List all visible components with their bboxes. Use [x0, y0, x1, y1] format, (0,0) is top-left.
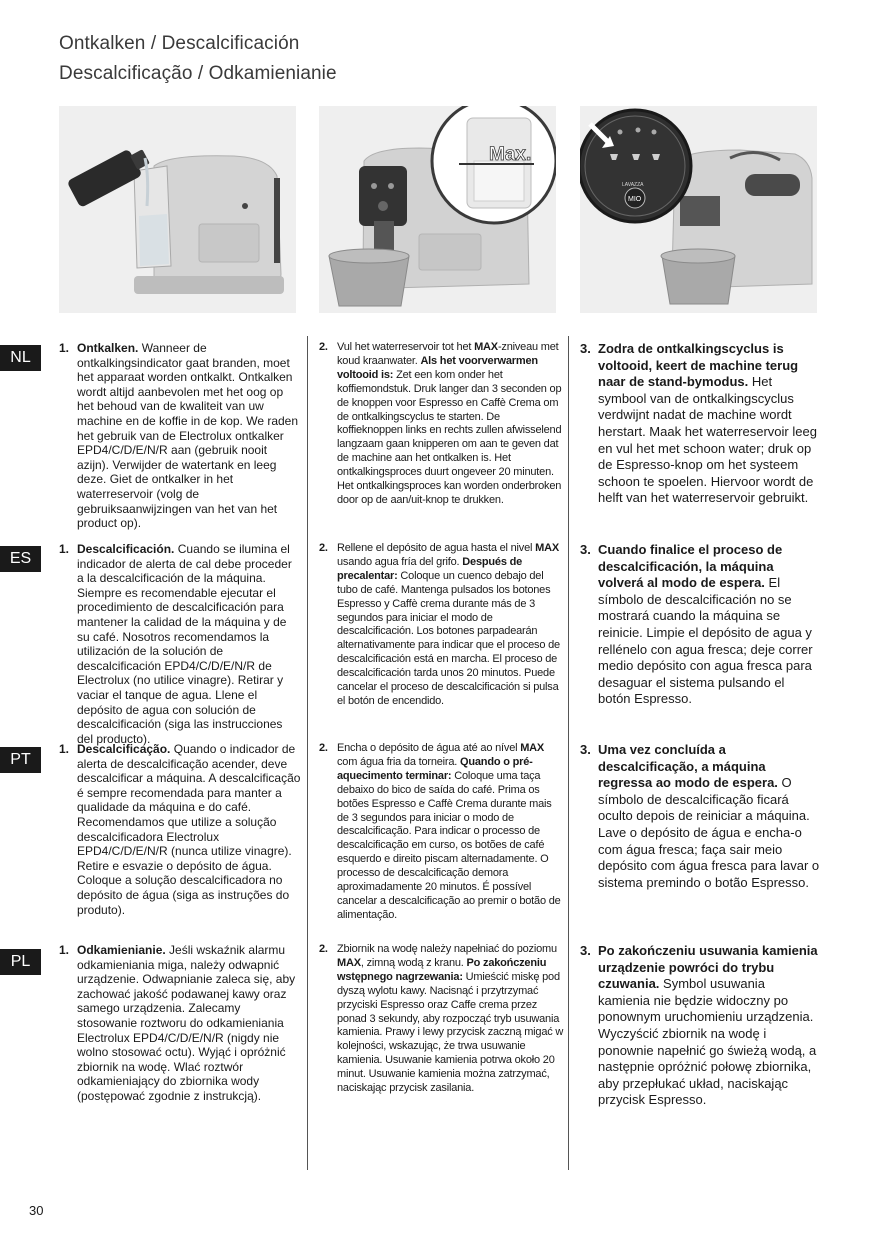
- step-body: Umieścić miskę pod dyszą wylotu kawy. Nacisnąć i przytrzymać przyciski Espresso oraz Caffe crema przez ponad 3 sekundy, aby rozpocząć tryb usuwania kamienia. Prawy i lewy przycisk zaczną migać w kolejności, wskazując, że trwa usuwanie kamienia. Usuwanie kamienia potrwa około 20 minut. Usuwanie kamienia można zatrzymać, naciskając przycisk zasilania.: [337, 970, 564, 1095]
- step-number: 3.: [580, 943, 591, 958]
- step-es-1: [59, 542, 301, 746]
- step-pt-3: [580, 742, 820, 891]
- step-pl-2: [319, 943, 565, 1096]
- step-nl-2: [319, 341, 565, 508]
- step-pt-1: [59, 742, 301, 917]
- step-pl-3: [580, 943, 820, 1109]
- step-intro: Rellene el depósito de agua hasta el nivel: [337, 542, 536, 554]
- step-number: 1.: [59, 943, 70, 957]
- step-title: Ontkalken.: [77, 341, 139, 355]
- logo-brand: LAVAZZA: [622, 182, 644, 188]
- photo-pour-descaler: [59, 106, 296, 313]
- step-intro-cont: com água fria da torneira.: [337, 755, 461, 768]
- step-title: Odkamienianie.: [77, 943, 166, 957]
- step-title: Descalcificação.: [77, 742, 171, 756]
- step-number: 2.: [319, 542, 328, 554]
- step-title: Po zakończeniu usuwania kamienia urządzenie powróci do trybu czuwania.: [598, 943, 818, 992]
- step-intro-cont: , zimną wodą z kranu.: [360, 956, 467, 969]
- step-body: Quando o indicador de alerta de descalcificação acender, deve descalcificar a máquina. A descalcificação é sempre recomendada para manter a qualidade da máquina e do café. Recomendamos que utilize a solução descalcificadora Electrolux EPD4/C/D/E/N/R (nunca utilize vinagre). Retire e esvazie o depósito de água. Coloque a solução descalcificadora no depósito de água (siga as instruções do produto).: [77, 742, 301, 917]
- step-body: Het symbool van de ontkalkingscyclus verdwijnt nadat de machine wordt herstart. Maak het waterreservoir leeg en vul het met schoon water; druk op de Espresso-knop om het systeem schoon te spoelen. Hiervoor wordt de helft van het waterreservoir gebruikt.: [598, 374, 817, 506]
- step-number: 2.: [319, 341, 328, 353]
- step-intro-cont: -zniveau met koud kraanwater.: [337, 341, 559, 367]
- column-divider: [307, 336, 308, 1170]
- step-intro: Vul het waterreservoir tot het: [337, 341, 475, 353]
- step-number: 3.: [580, 542, 591, 557]
- step-intro-cont: usando agua fría del grifo.: [337, 555, 463, 568]
- step-body: Cuando se ilumina el indicador de alerta de cal debe proceder a la descalcificación de la máquina. Siempre es recomendable ejecutar el procedimiento de descalcificación para mantener la calidad de la máquina y de su café. Nosotros recomendamos la utilización de la solución de descalcificación EPD4/C/D/E/N/R de Electrolux (no utilice vinagre). Retirar y vaciar el tanque de agua. Llene el depósito de agua con solución de descalcificación (siga las instrucciones del producto).: [77, 542, 292, 746]
- step-title: Descalcificación.: [77, 542, 175, 556]
- step-body: El símbolo de descalcificación no se mostrará cuando la máquina se reinicie. Limpie el depósito de agua y rellénelo con agua fresca; deje correr medio depósito con agua fresca para desaguar el sistema pulsando el botón Espresso.: [598, 575, 813, 707]
- photo-fill-max: [319, 106, 556, 313]
- step-pl-1: [59, 943, 301, 1104]
- step-number: 2.: [319, 742, 328, 754]
- max-label: MAX: [474, 341, 498, 353]
- step-nl-1: [59, 341, 301, 531]
- column-divider: [568, 336, 569, 1170]
- step-body: Zet een kom onder het koffiemondstuk. Druk langer dan 3 seconden op de knoppen voor Espresso en Caffè Crema om de ontkalkingscyclus te starten. De koffieknoppen links en rechts zullen afwisselend langzaam gaan knipperen om aan te geven dat de machine aan het ontkalken is. Het ontkalkingsproces duurt ongeveer 20 minuten. Het ontkalkingsproces kan worden onderbroken door op de aan/uit-knop te drukken.: [337, 368, 562, 506]
- language-tab-nl: NL: [0, 345, 41, 371]
- step-title: Quando o pré-aquecimento terminar:: [337, 755, 533, 782]
- language-tab-es: ES: [0, 546, 41, 572]
- page-title-line-2: Descalcificação / Odkamienianie: [59, 63, 337, 84]
- step-title: Po zakończeniu wstępnego nagrzewania:: [337, 956, 547, 983]
- step-body: Jeśli wskaźnik alarmu odkamieniania miga, należy odwapnić urządzenie. Odwapnianie zaleca się, aby zachować jakość podawanej kawy oraz samego urządzenia. Zalecamy stosowanie roztworu do odkamieniania Electrolux EPD4/C/D/E/N/R (nigdy nie wolno stosować octu). Wyjąć i opróżnić zbiornik na wodę. Wlać roztwór odkamieniający do zbiornika wody (postępować zgodnie z instrukcją).: [77, 943, 296, 1103]
- max-label: MAX: [337, 956, 361, 969]
- step-title: Cuando finalice el proceso de descalcificación, la máquina volverá al modo de espera.: [598, 542, 783, 591]
- step-nl-3: [580, 341, 820, 507]
- step-body: Wanneer de ontkalkingsindicator gaat branden, moet het apparaat worden ontkalkt. Ontkalken wordt altijd aanbevolen met het oog op het behoud van de kwaliteit van uw machine en de koffie in de kop. We raden het gebruik van de Electrolux ontkalker EPD4/C/D/E/N/R aan (gebruik nooit azijn). Verwijder de watertank en leeg deze. Giet de ontkalker in het waterreservoir (volg de gebruiksaanwijzingen van het van het product op).: [77, 341, 299, 531]
- step-number: 3.: [580, 341, 591, 356]
- max-label: MAX: [535, 542, 559, 554]
- step-title: Uma vez concluída a descalcificação, a máquina regressa ao modo de espera.: [598, 742, 778, 791]
- step-number: 1.: [59, 542, 70, 556]
- logo-model: MIO: [628, 196, 642, 203]
- step-title: Después de precalentar:: [337, 555, 523, 582]
- photo-control-panel: [580, 106, 817, 313]
- step-es-3: [580, 542, 820, 708]
- max-label: MAX: [520, 742, 545, 754]
- step-es-2: [319, 542, 565, 709]
- step-number: 1.: [59, 341, 70, 355]
- step-pt-2: [319, 742, 565, 923]
- step-intro: Zbiornik na wodę należy napełniać do poziomu: [337, 943, 557, 955]
- step-intro: Encha o depósito de água até ao nível: [337, 742, 521, 754]
- max-callout-label: Max.: [489, 144, 532, 165]
- step-number: 1.: [59, 742, 70, 756]
- step-body: Coloque uma taça debaixo do bico de saída do café. Prima os botões Espresso e Caffè Crema durante mais de 3 segundos para iniciar o modo de descalcificação. Para indicar o processo de descalcificação em curso, os botões de café esquerdo e direito piscam alternadamente. O processo de descalcificação demora aproximadamente 20 minutos. É possível cancelar a descalcificação ao premir o botão de alimentação.: [337, 769, 561, 921]
- step-body: Coloque un cuenco debajo del tubo de café. Mantenga pulsados los botones Espresso y Caffè crema durante más de 3 segundos para iniciar el modo de descalcificación. Los botones parpadearán alternativamente para indicar que el proceso de descalcificación está en marcha. El proceso de descalcificación tarda unos 20 minutos. Puede cancelar el proceso de descalcificación si pulsa el botón de encendido.: [337, 569, 560, 707]
- step-number: 3.: [580, 742, 591, 757]
- step-title: Zodra de ontkalkingscyclus is voltooid, keert de machine terug naar de stand-bymodus.: [598, 341, 799, 390]
- step-title: Als het voorverwarmen voltooid is:: [337, 354, 538, 381]
- language-tab-pl: PL: [0, 949, 41, 975]
- page-title-line-1: Ontkalken / Descalcificación: [59, 33, 300, 54]
- step-body: O símbolo de descalcificação ficará oculto depois de reiniciar a máquina. Lave o depósito de água e encha-o com água fresca; faça sair meio depósito com água fresca para lavar o sistema premindo o botão Espresso.: [598, 775, 820, 890]
- step-body: Symbol usuwania kamienia nie będzie widoczny po ponownym uruchomieniu urządzenia. Wyczyścić zbiornik na wodę i ponownie napełnić go świeżą wodą, a następnie opróżnić połowę zbiornika, aby przepłukać układ, naciskając przycisk Espresso.: [598, 976, 817, 1108]
- page-number: 30: [29, 1203, 44, 1218]
- language-tab-pt: PT: [0, 747, 41, 773]
- step-number: 2.: [319, 943, 328, 955]
